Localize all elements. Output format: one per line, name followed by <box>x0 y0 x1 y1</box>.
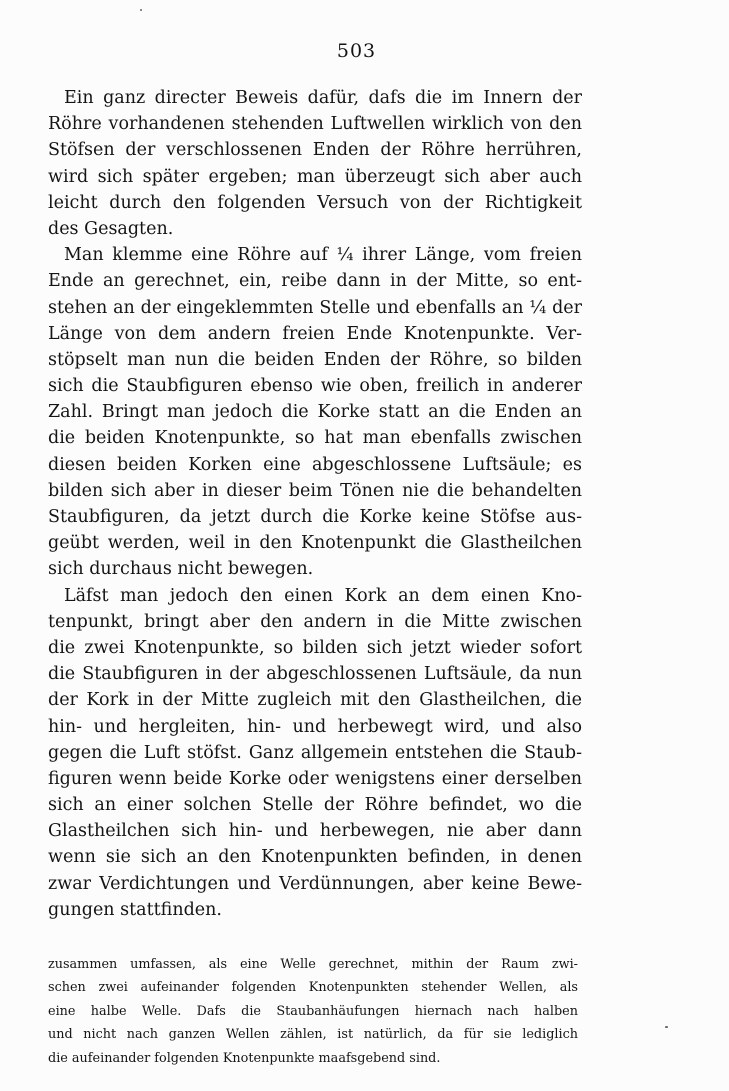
text-line: leicht durch den folgenden Versuch von der Richtigkeit <box>48 192 582 213</box>
text-line: hin- und hergleiten, hin- und herbewegt wird, und also <box>48 716 582 737</box>
page-number: 503 <box>336 40 377 62</box>
text-line: der Kork in der Mitte zugleich mit den Glastheilchen, die <box>48 690 582 711</box>
text-line: Röhre vorhandenen stehenden Luftwellen wirklich von den <box>48 114 582 135</box>
text-line: die Staubfiguren in der abgeschlossenen Luftsäule, da nun <box>48 664 582 685</box>
text-line: geübt werden, weil in den Knotenpunkt die Glastheilchen <box>48 533 582 554</box>
paragraph <box>48 85 582 242</box>
text-line: Ein ganz directer Beweis dafür, dafs die im Innern der <box>64 88 582 108</box>
footnote-line: eine halbe Welle. Dafs die Staubanhäufungen hiernach nach halben <box>48 1003 578 1019</box>
text-line: sich die Staubfiguren ebenso wie oben, freilich in anderer <box>48 376 582 397</box>
text-line: zwar Verdichtungen und Verdünnungen, aber keine Bewe- <box>48 873 582 894</box>
text-line: die beiden Knotenpunkte, so hat man ebenfalls zwischen <box>48 428 582 449</box>
text-line: die zwei Knotenpunkte, so bilden sich jetzt wieder sofort <box>48 637 582 658</box>
text-line: stehen an der eingeklemmten Stelle und ebenfalls an ¼ der <box>48 297 582 318</box>
text-line: wird sich später ergeben; man überzeugt sich aber auch <box>48 166 582 187</box>
text-line: Ende an gerechnet, ein, reibe dann in der Mitte, so ent- <box>48 271 582 292</box>
text-line: Glastheilchen sich hin- und herbewegen, nie aber dann <box>48 821 582 842</box>
ink-speck <box>140 9 142 11</box>
paragraph <box>48 242 582 582</box>
text-line: Stöfsen der verschlossenen Enden der Röhre herrühren, <box>48 140 582 161</box>
text-line: stöpselt man nun die beiden Enden der Röhre, so bilden <box>48 349 582 370</box>
text-line: Läfst man jedoch den einen Kork an dem einen Kno- <box>64 585 582 606</box>
text-line: Staubfiguren, da jetzt durch die Korke keine Stöfse aus- <box>48 507 582 527</box>
text-line: bilden sich aber in dieser beim Tönen nie die behandelten <box>48 480 582 501</box>
text-line: sich an einer solchen Stelle der Röhre befindet, wo die <box>48 795 582 816</box>
footnote-line: die aufeinander folgenden Knotenpunkte maafsgebend sind. <box>48 1050 441 1066</box>
text-line: gungen stattfinden. <box>48 899 222 920</box>
text-line: tenpunkt, bringt aber den andern in die Mitte zwischen <box>48 611 582 632</box>
ink-speck <box>665 1026 668 1028</box>
text-line: des Gesagten. <box>48 218 174 239</box>
text-line: wenn sie sich an den Knotenpunkten befinden, in denen <box>48 847 582 868</box>
text-line: Länge von dem andern freien Ende Knotenpunkte. Ver- <box>48 323 582 344</box>
text-line: sich durchaus nicht bewegen. <box>48 559 314 580</box>
body-text <box>48 85 582 923</box>
text-line: Zahl. Bringt man jedoch die Korke statt an die Enden an <box>48 402 582 423</box>
footnote <box>48 953 578 1070</box>
text-line: diesen beiden Korken eine abgeschlossene Luftsäule; es <box>48 454 582 475</box>
text-line: gegen die Luft stöfst. Ganz allgemein entstehen die Staub- <box>48 742 582 763</box>
footnote-line: und nicht nach ganzen Wellen zählen, ist natürlich, da für sie lediglich <box>48 1027 578 1043</box>
text-line: figuren wenn beide Korke oder wenigstens einer derselben <box>48 768 582 789</box>
footnote-line: schen zwei aufeinander folgenden Knotenpunkten stehender Wellen, als <box>48 980 578 996</box>
footnote-line: zusammen umfassen, als eine Welle gerechnet, mithin der Raum zwi- <box>48 957 578 972</box>
paragraph <box>48 583 582 923</box>
text-line: Man klemme eine Röhre auf ¼ ihrer Länge, vom freien <box>64 245 582 266</box>
